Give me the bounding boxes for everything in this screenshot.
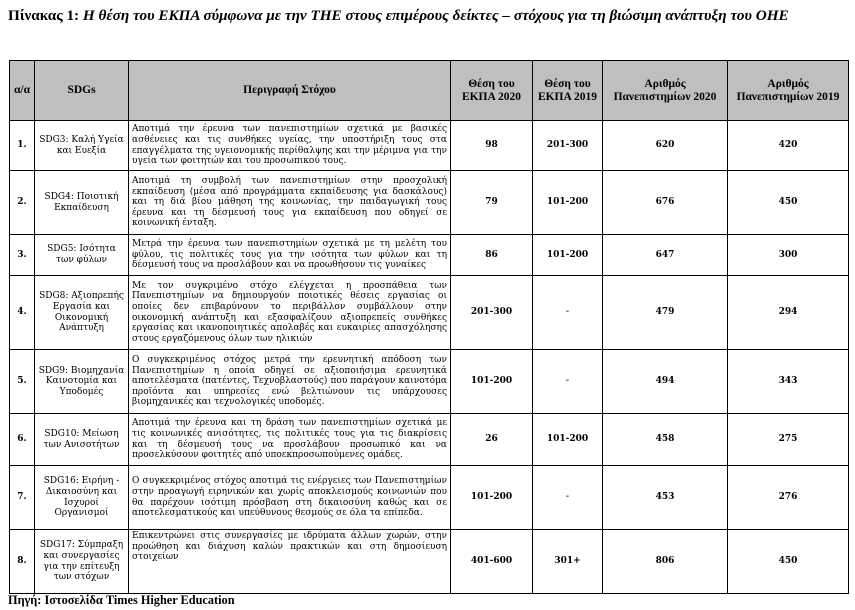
universities-2020: 676 [603, 171, 728, 235]
rank-2019: 301+ [533, 530, 603, 594]
rank-2020: 201-300 [451, 276, 533, 350]
table-row [10, 171, 849, 235]
header-universities-2019: Αριθμός Πανεπιστημίων 2019 [728, 61, 849, 121]
table-row [10, 414, 849, 466]
row-number: 7. [10, 466, 35, 530]
table-row [10, 121, 849, 171]
universities-2019: 276 [728, 466, 849, 530]
table-header-row [10, 61, 849, 121]
universities-2020: 479 [603, 276, 728, 350]
universities-2020: 647 [603, 235, 728, 276]
rank-2019: - [533, 466, 603, 530]
sdg-name: SDG9: Βιομηχανία Καινοτομία και Υποδομές [35, 350, 129, 414]
row-number: 1. [10, 121, 35, 171]
row-number: 3. [10, 235, 35, 276]
sdg-ranking-table [9, 60, 849, 594]
rank-2020: 86 [451, 235, 533, 276]
sdg-name: SDG8: Αξιοπρεπής Εργασία και Οικονομική Ανάπτυξη [35, 276, 129, 350]
table-row [10, 530, 849, 594]
rank-2019: 101-200 [533, 414, 603, 466]
sdg-name: SDG4: Ποιοτική Εκπαίδευση [35, 171, 129, 235]
rank-2020: 101-200 [451, 350, 533, 414]
header-rank-2020: Θέση του ΕΚΠΑ 2020 [451, 61, 533, 121]
universities-2020: 494 [603, 350, 728, 414]
goal-description: Με τον συγκριμένο στόχο ελέγχεται η προσπάθεια των Πανεπιστημίων να δημιουργούν ποιοτικές θέσεις εργασίας οι οποίες δεν επιβαρύνουν το περιβάλλον συμβάλλουν στην οικονομική ανάπτυξη και εξασφαλίζουν αξιοπρεπείς συνθήκες εργασίας και ικανοποιητικές απολαβές και ευκαιρίες απασχόλησης στους εργαζόμενους όλων των ηλικιών [129, 276, 451, 350]
sdg-name: SDG17: Σύμπραξη και συνεργασίες για την επίτευξη των στόχων [35, 530, 129, 594]
rank-2019: - [533, 276, 603, 350]
goal-description: Αποτιμά την έρευνα και τη δράση των πανεπιστημίων σχετικά με τις κοινωνικές ανισότητες, τις πολιτικές τους για τις διακρίσεις και τη δέσμευσή τους να προσλάβουν προσωπικό και να προσελκύσουν φοιτητές από υποεκπροσωπούμενες ομάδες. [129, 414, 451, 466]
universities-2020: 453 [603, 466, 728, 530]
row-number: 6. [10, 414, 35, 466]
universities-2019: 420 [728, 121, 849, 171]
rank-2019: 101-200 [533, 235, 603, 276]
rank-2020: 98 [451, 121, 533, 171]
table-row [10, 350, 849, 414]
goal-description: Μετρά την έρευνα των πανεπιστημίων σχετικά με τη μελέτη του φύλου, τις πολιτικές τους για την ισότητα των φύλων και τη δέσμευσή τους να προσλάβουν και να προωθήσουν τις γυναίκες [129, 235, 451, 276]
source-note: Πηγή: Ιστοσελίδα Times Higher Education [8, 593, 235, 607]
rank-2020: 79 [451, 171, 533, 235]
universities-2020: 806 [603, 530, 728, 594]
goal-description: Αποτιμά τη συμβολή των πανεπιστημίων στην προσχολική εκπαίδευση (μέσα από προγράμματα εκπαίδευσης για δασκάλους) και τη διά βίου μάθηση της κοινωνίας, την παιδαγωγική τους έρευνα και τη δέσμευσή τους για εκπαίδευση που οδηγεί σε κοινωνική ένταξη. [129, 171, 451, 235]
row-number: 5. [10, 350, 35, 414]
table-row [10, 235, 849, 276]
rank-2020: 26 [451, 414, 533, 466]
caption-text: Η θέση του ΕΚΠΑ σύμφωνα με την THE στους επιμέρους δείκτες – στόχους για τη βιώσιμη ανάπτυξη του ΟΗΕ [82, 7, 789, 24]
sdg-name: SDG5: Ισότητα των φύλων [35, 235, 129, 276]
rank-2019: 101-200 [533, 171, 603, 235]
universities-2019: 294 [728, 276, 849, 350]
row-number: 2. [10, 171, 35, 235]
header-description: Περιγραφή Στόχου [129, 61, 451, 121]
sdg-name: SDG10: Μείωση των Ανισοτήτων [35, 414, 129, 466]
sdg-name: SDG3: Καλή Υγεία και Ευεξία [35, 121, 129, 171]
rank-2020: 101-200 [451, 466, 533, 530]
universities-2020: 620 [603, 121, 728, 171]
rank-2020: 401-600 [451, 530, 533, 594]
row-number: 4. [10, 276, 35, 350]
universities-2019: 450 [728, 530, 849, 594]
rank-2019: - [533, 350, 603, 414]
header-index: α/α [10, 61, 35, 121]
goal-description: Επικεντρώνει στις συνεργασίες με ιδρύματα άλλων χωρών, στην προώθηση και διάχυση καλών πρακτικών και στη δημοσίευση στοιχείων [129, 530, 451, 594]
table-row [10, 466, 849, 530]
universities-2019: 450 [728, 171, 849, 235]
header-universities-2020: Αριθμός Πανεπιστημίων 2020 [603, 61, 728, 121]
row-number: 8. [10, 530, 35, 594]
universities-2019: 275 [728, 414, 849, 466]
universities-2020: 458 [603, 414, 728, 466]
caption-lead: Πίνακας 1: [8, 7, 83, 24]
universities-2019: 300 [728, 235, 849, 276]
sdg-name: SDG16: Ειρήνη - Δικαιοσύνη και Ισχυροί Οργανισμοί [35, 466, 129, 530]
table-caption [8, 6, 848, 26]
rank-2019: 201-300 [533, 121, 603, 171]
goal-description: Ο συγκεκριμένος στόχος αποτιμά τις ενέργειες των Πανεπιστημίων στην προαγωγή ειρηνικών και χωρίς αποκλεισμούς κοινωνιών που θα παρέχουν ισότιμη πρόσβαση στη δικαιοσύνη καθώς και σε αποτελεσματικούς και υπεύθυνους θεσμούς σε όλα τα επίπεδα. [129, 466, 451, 530]
universities-2019: 343 [728, 350, 849, 414]
table-row [10, 276, 849, 350]
goal-description: Αποτιμά την έρευνα των πανεπιστημίων σχετικά με βασικές ασθένειες και τις συνθήκες υγείας, την υποστήριξη τους στα επαγγέλματα της υγειονομικής περίθαλψης και την μέριμνα για την υγεία των φοιτητών και του προσωπικού τους. [129, 121, 451, 171]
goal-description: Ο συγκεκριμένος στόχος μετρά την ερευνητική απόδοση των Πανεπιστημίων η οποία οδηγεί σε αξιοποιήσιμα ερευνητικά αποτελέσματα (πατέντες, Τεχνοβλαστούς) που παράγουν καινοτόμα προϊόντα και υπηρεσίες ενώ βελτιώνουν τις υπάρχουσες βιομηχανικές και τεχνολογικές υποδομές. [129, 350, 451, 414]
header-sdgs: SDGs [35, 61, 129, 121]
header-rank-2019: Θέση του ΕΚΠΑ 2019 [533, 61, 603, 121]
